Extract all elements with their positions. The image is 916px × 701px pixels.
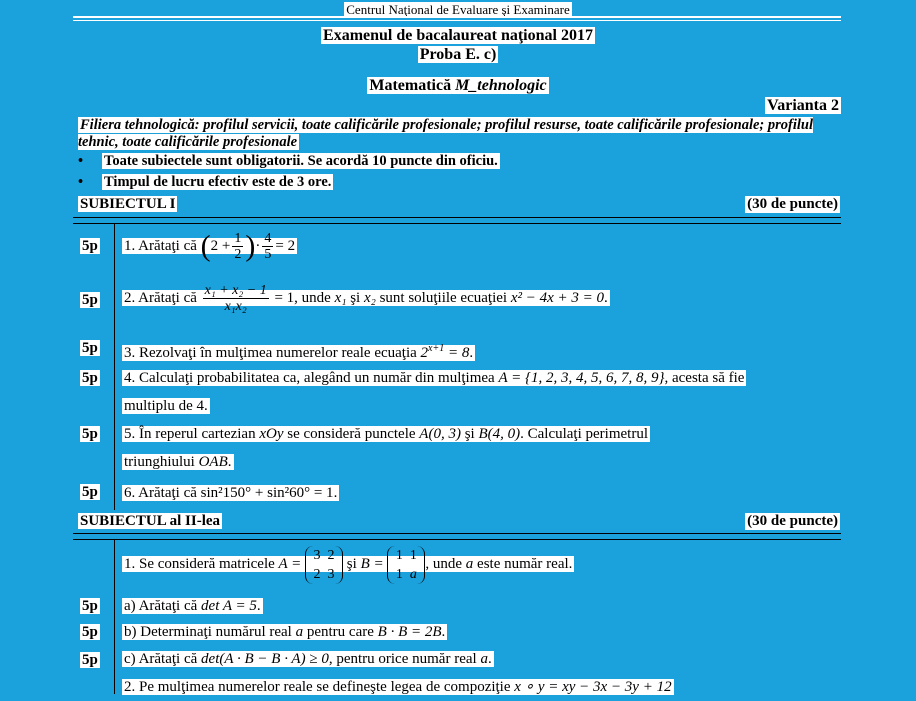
question-4: 4. Calculaţi probabilitatea ca, alegând un număr din mulţimea A = {1, 2, 3, 4, 5, 6, 7, 8, 9}, acesta să fie multiplu de 4. [124, 370, 745, 414]
points-label: 5p [82, 426, 98, 442]
points-label: 5p [82, 624, 98, 640]
subject-title: Matematică M_tehnologic [369, 77, 547, 94]
question-ii-1: 1. Se consideră matricele A = 3 2 2 3 şi B = 1 1 1 a , unde a este număr real. [124, 547, 573, 582]
instruction-item: • Toate subiectele sunt obligatorii. Se acordă 10 puncte din oficiu. [78, 153, 498, 169]
instructions-list [78, 153, 500, 195]
points-label: 5p [82, 340, 98, 356]
question-6: 6. Arătaţi că sin²150° + sin²60° = 1. [124, 485, 338, 501]
points-label: 5p [82, 484, 98, 500]
points-label: 5p [82, 652, 98, 668]
question-3: 3. Rezolvaţi în mulţimea numerelor reale ecuaţia $2^{x+1} = 8$. [124, 343, 474, 361]
header-rule-thick [73, 16, 841, 18]
points-label: 5p [82, 292, 98, 308]
instruction-item: • Timpul de lucru efectiv este de 3 ore. [78, 174, 332, 190]
question-ii-2: 2. Pe mulţimea numerelor reale se defineşte legea de compoziţie x ∘ y = xy − 3x − 3y + 12 [124, 679, 672, 695]
question-ii-c: c) Arătaţi că det(A · B − B · A) ≥ 0, pentru orice număr real a. [124, 651, 492, 667]
question-2: 2. Arătaţi că $\frac{\text{x₁ + x₂ − 1}}{\text{x₁x₂}}$ = 1, unde x₁ şi x₂ sunt soluţiile ecuaţiei x² − 4x + 3 = 0. [124, 283, 608, 315]
question-ii-b: b) Determinaţi numărul real a pentru care B · B = 2B. [124, 624, 446, 640]
varianta-label: Varianta 2 [767, 97, 839, 114]
points-column-rule-2 [114, 540, 115, 694]
section-rule-2 [73, 533, 841, 534]
question-5: 5. În reperul cartezian xOy se consideră punctele A(0, 3) şi B(4, 0). Calculaţi perimetrul triunghiului OAB. [124, 426, 648, 470]
proba-title: Proba E. c) [419, 46, 497, 63]
matrix-b: 1 1 1 a [387, 546, 425, 584]
matrix-a: 3 2 2 3 [305, 546, 343, 584]
header-org: Centrul Naţional de Evaluare şi Examinare [346, 2, 570, 17]
header-rule-thin [73, 20, 841, 21]
section-header-1: SUBIECTUL I (30 de puncte) [80, 196, 838, 212]
filiera-text: Filiera tehnologică: profilul servicii, toate calificările profesionale; profilul resurse, toate calificările profesionale; profilul tehnic, toate calificările profesionale [78, 117, 814, 150]
section-rule-1b [73, 223, 841, 224]
question-1: 1. Arătaţi că (2 + $\frac{1}{2}$ )· $\frac{4}{5}$ = 2 [124, 229, 296, 263]
section-header-2: SUBIECTUL al II-lea (30 de puncte) [80, 513, 838, 529]
question-ii-a: a) Arătaţi că det A = 5. [124, 598, 261, 614]
points-column-rule [114, 224, 115, 510]
exam-title: Examenul de bacalaureat naţional 2017 [323, 27, 593, 44]
points-label: 5p [82, 598, 98, 614]
points-label: 5p [82, 238, 98, 254]
points-label: 5p [82, 370, 98, 386]
section-rule-2b [73, 539, 841, 540]
section-rule-1 [73, 217, 841, 218]
